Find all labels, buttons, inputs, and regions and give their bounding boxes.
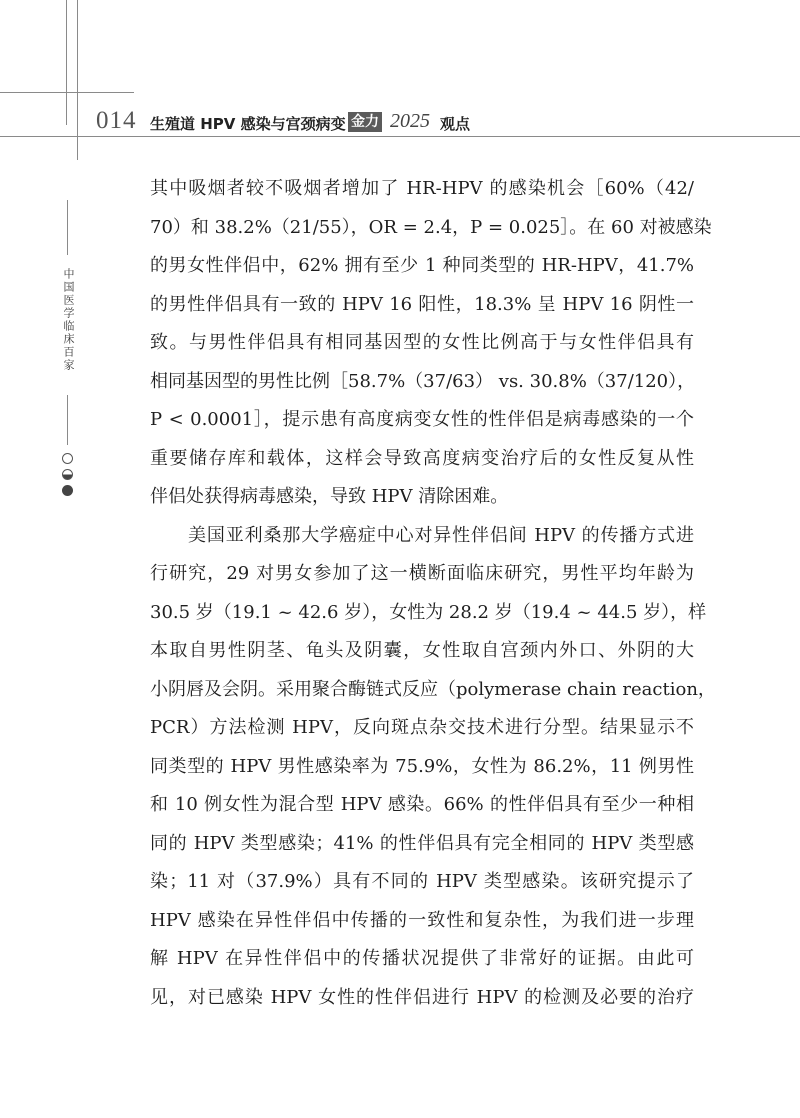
body-line: 见，对已感染 HPV 女性的性伴侣进行 HPV 的检测及必要的治疗 bbox=[150, 986, 694, 1008]
body-line: 同的 HPV 类型感染；41% 的性伴侣具有完全相同的 HPV 类型感 bbox=[150, 832, 694, 854]
body-line: 同类型的 HPV 男性感染率为 75.9%，女性为 86.2%，11 例男性 bbox=[150, 755, 694, 777]
body-line: 30.5 岁（19.1 ~ 42.6 岁），女性为 28.2 岁（19.4 ~ 44.5 岁），样 bbox=[150, 601, 707, 623]
body-line: 的男女性伴侣中，62% 拥有至少 1 种同类型的 HR-HPV，41.7% bbox=[150, 255, 694, 276]
body-line: 行研究，29 对男女参加了这一横断面临床研究，男性平均年龄为 bbox=[150, 563, 694, 584]
body-line: 70）和 38.2%（21/55），OR = 2.4，P = 0.025］。在 60 对被感染 bbox=[150, 216, 712, 238]
body-line: 美国亚利桑那大学癌症中心对异性伴侣间 HPV 的传播方式进 bbox=[188, 524, 694, 546]
body-line: 解 HPV 在异性伴侣中的传播状况提供了非常好的证据。由此可 bbox=[150, 948, 694, 969]
running-title: 生殖道 HPV 感染与宫颈病变 bbox=[150, 115, 346, 133]
frame-line-left bbox=[66, 0, 67, 125]
body-line: 本取自男性阴茎、龟头及阴囊，女性取自宫颈内外口、外阴的大 bbox=[150, 640, 694, 661]
year-suffix: 观点 bbox=[440, 115, 471, 133]
half-circle-icon bbox=[62, 469, 73, 480]
sidebar-line-bottom bbox=[67, 395, 68, 445]
sidebar-line-top bbox=[67, 200, 68, 255]
header-rule-top bbox=[0, 92, 134, 93]
header-rule-bottom bbox=[0, 136, 800, 137]
body-line: 伴侣处获得病毒感染，导致 HPV 清除困难。 bbox=[150, 486, 509, 507]
page-number: 014 bbox=[96, 107, 137, 134]
body-line: 和 10 例女性为混合型 HPV 感染。66% 的性伴侣具有至少一种相 bbox=[150, 794, 694, 815]
body-line: 其中吸烟者较不吸烟者增加了 HR-HPV 的感染机会［60%（42/ bbox=[150, 178, 694, 199]
circle-outline-icon bbox=[62, 453, 73, 464]
filled-circle-icon bbox=[62, 485, 73, 496]
body-line: 小阴唇及会阴。采用聚合酶链式反应（polymerase chain reaction， bbox=[150, 678, 716, 700]
year-title: 2025 bbox=[390, 110, 430, 132]
series-title: 中国医学临床百家 bbox=[62, 268, 75, 372]
body-line: HPV 感染在异性伴侣中传播的一致性和复杂性，为我们进一步理 bbox=[150, 909, 694, 931]
body-line: 相同基因型的男性比例［58.7%（37/63） vs. 30.8%（37/120）， bbox=[150, 370, 696, 392]
body-line: PCR）方法检测 HPV，反向斑点杂交技术进行分型。结果显示不 bbox=[150, 717, 694, 738]
body-line: 重要储存库和载体，这样会导致高度病变治疗后的女性反复从性 bbox=[150, 447, 694, 469]
body-line: 致。与男性伴侣具有相同基因型的女性比例高于与女性伴侣具有 bbox=[150, 332, 694, 353]
body-line: 染；11 对（37.9%）具有不同的 HPV 类型感染。该研究提示了 bbox=[150, 871, 694, 892]
body-line: P < 0.0001］，提示患有高度病变女性的性伴侣是病毒感染的一个 bbox=[150, 409, 694, 430]
body-line: 的男性伴侣具有一致的 HPV 16 阳性，18.3% 呈 HPV 16 阴性一 bbox=[150, 293, 694, 315]
brand-badge: 金力 bbox=[348, 112, 382, 132]
body-text bbox=[150, 170, 716, 1017]
